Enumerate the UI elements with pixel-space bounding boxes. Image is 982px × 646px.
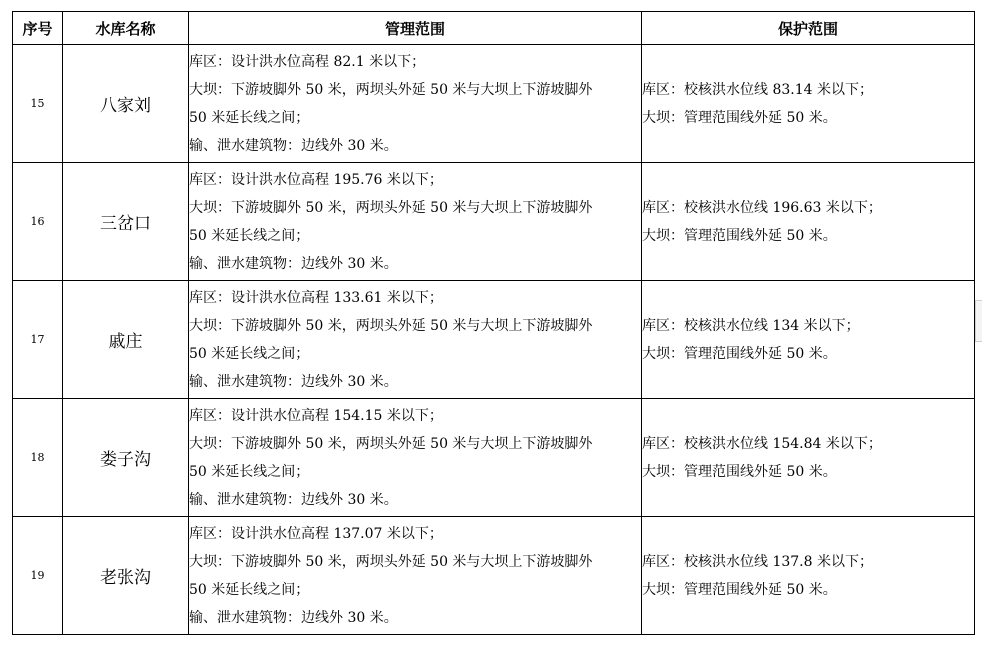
table-row <box>13 517 975 635</box>
protection-line: 库区：校核洪水位线 196.63 米以下； <box>642 199 882 216</box>
protection-line: 大坝：管理范围线外延 50 米。 <box>642 463 837 480</box>
protection-line: 库区：校核洪水位线 137.8 米以下； <box>642 553 873 570</box>
protection-scope <box>642 517 975 635</box>
reservoir-name: 娄子沟 <box>63 399 189 517</box>
scrollbar-edge[interactable] <box>975 300 982 342</box>
management-scope <box>189 517 642 635</box>
management-line: 输、泄水建筑物：边线外 30 米。 <box>189 137 398 154</box>
management-scope <box>189 399 642 517</box>
reservoir-table <box>12 11 975 635</box>
management-scope <box>189 281 642 399</box>
management-line: 输、泄水建筑物：边线外 30 米。 <box>189 491 398 508</box>
protection-line: 大坝：管理范围线外延 50 米。 <box>642 345 837 362</box>
management-line: 库区：设计洪水位高程 82.1 米以下； <box>189 53 426 70</box>
reservoir-name: 老张沟 <box>63 517 189 635</box>
protection-scope <box>642 45 975 163</box>
management-line: 输、泄水建筑物：边线外 30 米。 <box>189 373 398 390</box>
protection-scope <box>642 163 975 281</box>
reservoir-name: 八家刘 <box>63 45 189 163</box>
management-line: 50 米延长线之间； <box>189 227 310 244</box>
row-index: 15 <box>13 45 63 163</box>
reservoir-name: 戚庄 <box>63 281 189 399</box>
table-row <box>13 163 975 281</box>
table-row <box>13 281 975 399</box>
protection-scope <box>642 399 975 517</box>
protection-line: 库区：校核洪水位线 154.84 米以下； <box>642 435 882 452</box>
management-line: 库区：设计洪水位高程 195.76 米以下； <box>189 171 443 188</box>
header-name: 水库名称 <box>63 12 189 45</box>
protection-line: 大坝：管理范围线外延 50 米。 <box>642 581 837 598</box>
management-line: 50 米延长线之间； <box>189 463 310 480</box>
management-line: 输、泄水建筑物：边线外 30 米。 <box>189 255 398 272</box>
management-line: 库区：设计洪水位高程 133.61 米以下； <box>189 289 443 306</box>
management-line: 50 米延长线之间； <box>189 109 310 126</box>
management-scope <box>189 163 642 281</box>
management-line: 大坝：下游坡脚外 50 米，两坝头外延 50 米与大坝上下游坡脚外 <box>189 81 593 98</box>
management-line: 输、泄水建筑物：边线外 30 米。 <box>189 609 398 626</box>
management-line: 大坝：下游坡脚外 50 米，两坝头外延 50 米与大坝上下游坡脚外 <box>189 317 593 334</box>
protection-line: 库区：校核洪水位线 134 米以下； <box>642 317 860 334</box>
table-row <box>13 45 975 163</box>
header-management: 管理范围 <box>189 12 642 45</box>
row-index: 16 <box>13 163 63 281</box>
management-line: 库区：设计洪水位高程 154.15 米以下； <box>189 407 443 424</box>
management-line: 50 米延长线之间； <box>189 581 310 598</box>
management-scope <box>189 45 642 163</box>
protection-line: 大坝：管理范围线外延 50 米。 <box>642 227 837 244</box>
header-row <box>13 12 975 45</box>
management-line: 50 米延长线之间； <box>189 345 310 362</box>
row-index: 18 <box>13 399 63 517</box>
protection-scope <box>642 281 975 399</box>
management-line: 大坝：下游坡脚外 50 米，两坝头外延 50 米与大坝上下游坡脚外 <box>189 199 593 216</box>
management-line: 大坝：下游坡脚外 50 米，两坝头外延 50 米与大坝上下游坡脚外 <box>189 435 593 452</box>
row-index: 17 <box>13 281 63 399</box>
table-row <box>13 399 975 517</box>
row-index: 19 <box>13 517 63 635</box>
reservoir-name: 三岔口 <box>63 163 189 281</box>
header-protection: 保护范围 <box>642 12 975 45</box>
management-line: 库区：设计洪水位高程 137.07 米以下； <box>189 525 443 542</box>
header-index: 序号 <box>13 12 63 45</box>
protection-line: 大坝：管理范围线外延 50 米。 <box>642 109 837 126</box>
protection-line: 库区：校核洪水位线 83.14 米以下； <box>642 81 873 98</box>
management-line: 大坝：下游坡脚外 50 米，两坝头外延 50 米与大坝上下游坡脚外 <box>189 553 593 570</box>
